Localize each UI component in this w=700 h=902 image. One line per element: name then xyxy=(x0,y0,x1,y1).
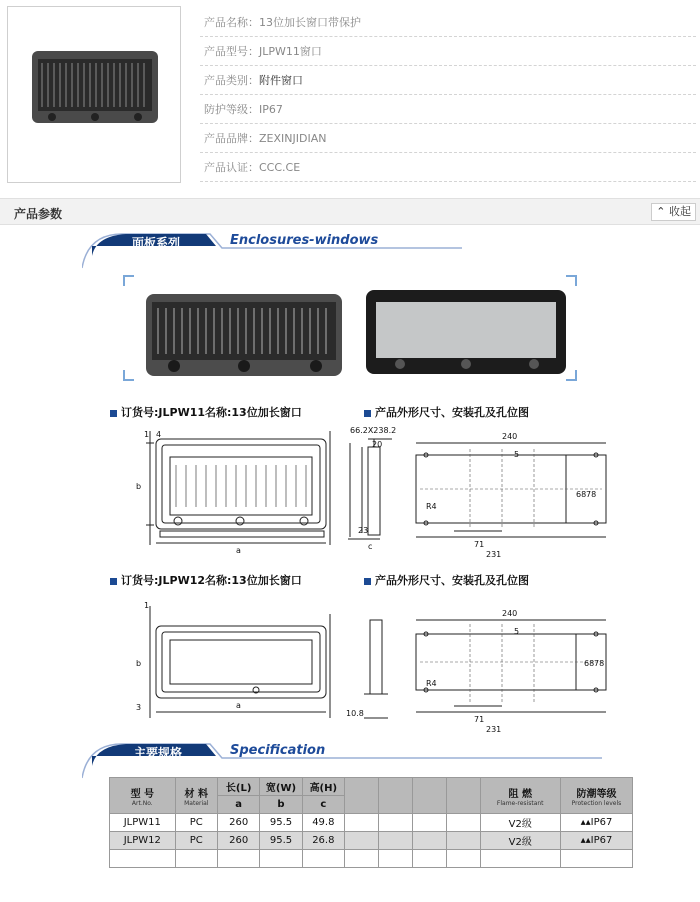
dim-240: 240 xyxy=(502,432,518,441)
product-thumbnail[interactable] xyxy=(7,6,181,183)
dim2-r4: R4 xyxy=(426,679,437,688)
col-material: 材 料 Material xyxy=(175,778,217,814)
dim-68: 68 xyxy=(576,490,587,499)
dim-71: 71 xyxy=(474,540,485,549)
col-width: 宽(W) xyxy=(260,778,302,796)
table-row xyxy=(110,850,633,868)
col-model: 型 号 Art.No. xyxy=(110,778,176,814)
spec-header xyxy=(82,740,622,766)
table-subheader-row: a b c xyxy=(110,796,633,814)
bullet-square-icon xyxy=(364,578,371,585)
table-header-row xyxy=(110,778,633,796)
dim-23: 23 xyxy=(358,526,369,535)
table-row: JLPW12 PC 260 95.5 26.8 V2级 ▴▴IP67 xyxy=(110,832,633,850)
col-length: 长(L) xyxy=(217,778,259,796)
bullet-square-icon xyxy=(364,410,371,417)
dim2-a: a xyxy=(236,701,241,710)
table-row: JLPW11 PC 260 95.5 49.8 V2级 ▴▴IP67 xyxy=(110,814,633,832)
info-row-name: 产品名称：13位加长窗口带保护 xyxy=(200,8,696,37)
dim-4: 4 xyxy=(156,430,162,439)
dim-r4: R4 xyxy=(426,502,437,511)
panel-series-cn: 面板系列 xyxy=(132,236,181,250)
info-row-brand: 产品品牌：ZEXINJIDIAN xyxy=(200,124,696,153)
col-protect: 防潮等级 Protection levels xyxy=(560,778,632,814)
col-height: 高(H) xyxy=(302,778,344,796)
dim2-b: b xyxy=(136,659,142,668)
dim-20: 20 xyxy=(372,440,383,449)
dim-231: 231 xyxy=(486,550,502,559)
dim2-5: 5 xyxy=(514,627,520,636)
dim2-78: 78 xyxy=(594,659,605,668)
order-label-jlpw11: 订货号:JLPW11名称:13位加长窗口 xyxy=(110,404,302,420)
dim2-3: 3 xyxy=(136,703,142,712)
spec-en: Specification xyxy=(230,743,326,758)
dim-78: 78 xyxy=(586,490,597,499)
dims-label-1: 产品外形尺寸、安装孔及孔位图 xyxy=(364,404,529,420)
dim2-231: 231 xyxy=(486,725,502,734)
product-info xyxy=(200,8,696,182)
col-flame: 阻 燃 Flame-resistant xyxy=(480,778,560,814)
dims-label-2: 产品外形尺寸、安装孔及孔位图 xyxy=(364,572,529,588)
dim2-71: 71 xyxy=(474,715,485,724)
dim2-1: 1 xyxy=(144,601,150,610)
panel-series-en: Enclosures-windows xyxy=(230,233,379,248)
panel-series-header xyxy=(82,230,482,256)
spec-cn: 主要规格 xyxy=(134,746,183,760)
info-row-protection: 防护等级：IP67 xyxy=(200,95,696,124)
info-row-cert: 产品认证：CCC.CE xyxy=(200,153,696,182)
params-tab-bar xyxy=(0,198,700,225)
spec-table xyxy=(109,777,633,868)
info-row-category: 产品类别：附件窗口 xyxy=(200,66,696,95)
technical-drawing-1 xyxy=(130,425,610,565)
dim-b: b xyxy=(136,482,142,491)
chevron-up-icon: ⌃ xyxy=(656,205,669,218)
collapse-button[interactable]: ⌃ 收起 xyxy=(651,203,696,221)
dim2-240: 240 xyxy=(502,609,518,618)
bullet-square-icon xyxy=(110,410,117,417)
dim-a: a xyxy=(236,546,241,555)
dim2-68: 68 xyxy=(584,659,595,668)
dim-5: 5 xyxy=(514,450,520,459)
dim-1: 1 xyxy=(144,430,150,439)
dim2-108: 10.8 xyxy=(346,709,364,718)
technical-drawing-2 xyxy=(130,594,610,736)
order-label-jlpw12: 订货号:JLPW12名称:13位加长窗口 xyxy=(110,572,302,588)
dim-662: 66.2X238.2 xyxy=(350,426,397,435)
bullet-square-icon xyxy=(110,578,117,585)
window-photo xyxy=(8,7,180,182)
info-row-model: 产品型号：JLPW11窗口 xyxy=(200,37,696,66)
dim-c: c xyxy=(368,542,373,551)
params-tab-title[interactable]: 产品参数 xyxy=(14,207,63,221)
product-photos xyxy=(120,272,580,384)
